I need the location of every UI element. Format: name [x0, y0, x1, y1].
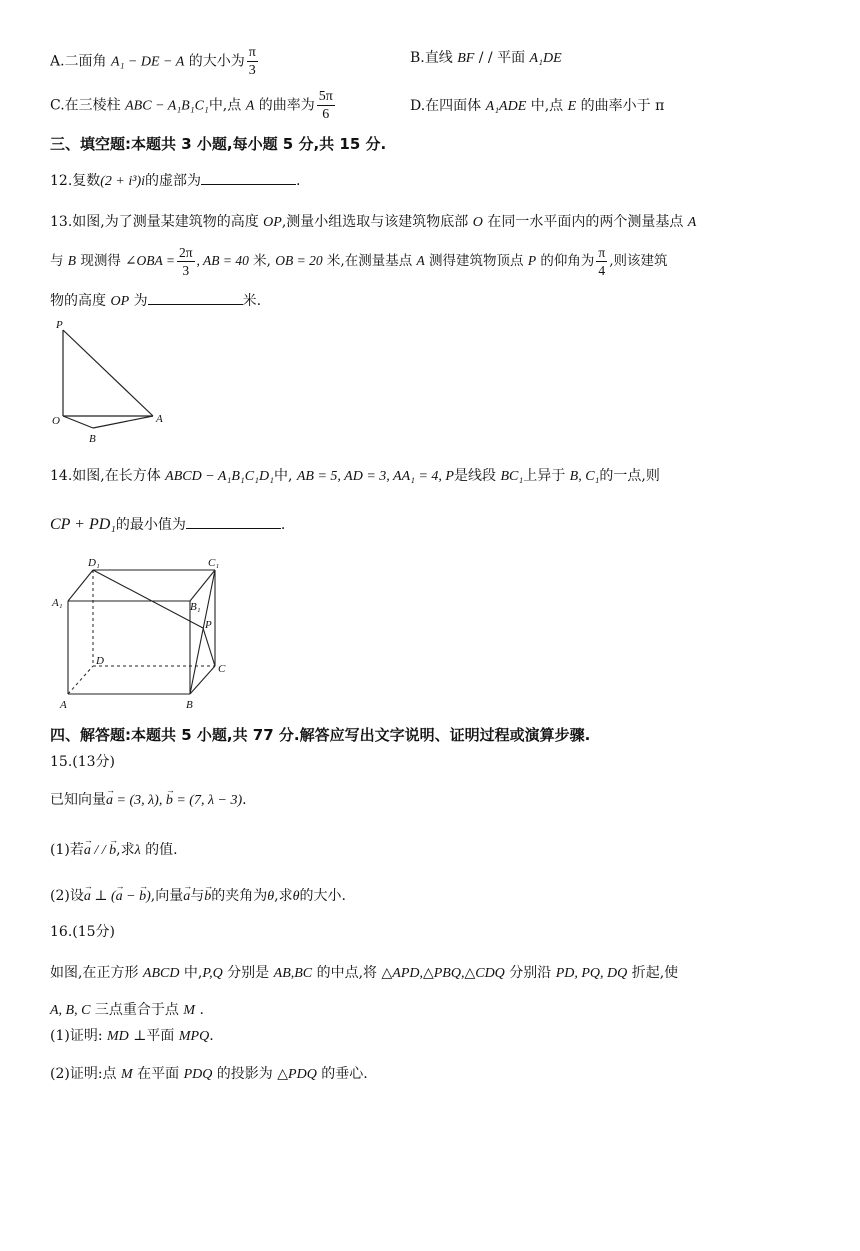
vector-a: → a: [106, 791, 113, 811]
text: 物的高度: [50, 293, 111, 309]
text: 在平面: [132, 1066, 184, 1082]
label-p: P: [56, 319, 63, 331]
text: ⊥平面: [128, 1028, 179, 1044]
q11-option-d: [410, 96, 664, 117]
vector-a: → a: [183, 887, 190, 907]
math: A₁ADE: [485, 99, 527, 114]
numerator: 2π: [178, 245, 193, 260]
q14-figure: [50, 556, 240, 716]
q11-option-a: [50, 44, 260, 79]
math: λ: [134, 843, 141, 858]
math: ): [146, 889, 151, 904]
math: B, C₁: [569, 469, 600, 484]
label-c1: C₁: [208, 557, 220, 569]
text: 中,点: [526, 98, 568, 114]
fraction: [317, 88, 335, 123]
text: 米,在测量基点: [322, 253, 417, 269]
math: OB = 20: [275, 253, 323, 268]
answer-blank: [201, 170, 296, 185]
q11-option-c: [50, 88, 337, 123]
question-15-header: 15.(13分): [50, 754, 116, 770]
question-14-line-1: [50, 466, 660, 487]
edge-pa: [63, 330, 153, 416]
text: .: [296, 173, 301, 189]
numerator: 5π: [318, 89, 333, 104]
edge-b1c1: [190, 570, 215, 601]
text: 米.: [242, 293, 262, 309]
label-c: C: [218, 663, 226, 675]
math: A, B, C: [50, 1003, 91, 1018]
math: = (3, λ),: [113, 793, 166, 808]
vector-b: → b: [166, 791, 173, 811]
label-a: A: [156, 413, 163, 425]
answer-blank: [148, 290, 243, 305]
math: B: [67, 253, 77, 268]
math: θ: [267, 889, 275, 904]
question-15-stem: [50, 790, 247, 811]
text: 中,: [273, 468, 297, 484]
text: / / 平面: [474, 50, 530, 66]
text: 的投影为: [212, 1066, 278, 1082]
edge-bc1: [190, 570, 215, 694]
question-15-part-1: [50, 840, 178, 861]
fraction: [177, 244, 195, 279]
text: (2)证明:点: [50, 1066, 121, 1082]
text: ,求: [274, 888, 293, 904]
text: 分别是: [222, 965, 274, 981]
text: 为: [129, 293, 148, 309]
denominator: 3: [182, 263, 190, 278]
text: 测得建筑物顶点: [424, 253, 528, 269]
math: P: [527, 253, 537, 268]
math: △APD,△PBQ,△CDQ: [381, 966, 505, 981]
text: (1)若: [50, 842, 84, 858]
label-d1: D₁: [88, 557, 100, 569]
text: 米,: [248, 253, 276, 269]
question-16-header: 16.(15分): [50, 924, 116, 940]
text: 13.如图,为了测量某建筑物的高度: [50, 214, 264, 230]
text: 的曲率为: [254, 97, 315, 114]
text: 的曲率小于 π: [576, 98, 665, 114]
text: 的值.: [140, 842, 178, 858]
text: C.在三棱柱: [50, 97, 126, 114]
denominator: 3: [248, 63, 256, 78]
label-d: D: [96, 655, 104, 667]
q11-option-b: [410, 48, 562, 69]
vector-a: → a: [84, 887, 91, 907]
text: 在同一水平面内的两个测量基点: [482, 214, 688, 230]
math: OP: [263, 215, 282, 230]
text: 的垂心.: [316, 1066, 368, 1082]
math: OP: [110, 294, 130, 309]
text: 折起,使: [627, 965, 679, 981]
text: 的一点,则: [599, 468, 660, 484]
text: 分别沿: [504, 965, 556, 981]
edge-ba: [93, 416, 153, 428]
question-12: [50, 170, 300, 192]
question-15-part-2: [50, 886, 346, 907]
math: (2 + i³)i: [100, 174, 146, 189]
vector-b: → b: [139, 887, 146, 907]
question-16-line-1: [50, 963, 678, 984]
math: BF: [457, 51, 475, 66]
section-3-title: 三、填空题:本题共 3 小题,每小题 5 分,共 15 分.: [50, 135, 387, 153]
question-16-part-1: [50, 1026, 214, 1047]
numerator: π: [598, 245, 606, 260]
text: 如图,在正方形: [50, 965, 143, 981]
math: ∠OBA =: [125, 253, 175, 268]
text: 的最小值为: [115, 517, 186, 533]
question-13-line-2: [50, 244, 668, 279]
segment-cp: [203, 628, 215, 666]
math: = (7, λ − 3): [172, 793, 243, 808]
text: 的大小.: [299, 888, 346, 904]
text: 的夹角为: [211, 888, 268, 904]
math: M: [121, 1067, 133, 1082]
text: .: [280, 517, 286, 533]
section-4-title: 四、解答题:本题共 5 小题,共 77 分.解答应写出文字说明、证明过程或演算步骤.: [50, 726, 591, 744]
vector-b: → b: [204, 887, 211, 907]
vector-a: → a: [116, 887, 123, 907]
text: 与: [190, 888, 205, 904]
fraction: [596, 244, 607, 279]
text: 的仰角为: [536, 253, 595, 269]
math: ABC − A₁B₁C₁: [125, 98, 209, 114]
question-13-line-3: [50, 290, 261, 312]
text: (2)设: [50, 888, 84, 904]
text: 的大小为: [184, 53, 245, 70]
answer-blank: [186, 514, 281, 529]
text: .: [195, 1002, 204, 1018]
math: A: [687, 215, 697, 230]
question-14-line-2: [50, 514, 285, 535]
math: A₁ − DE − A: [111, 54, 185, 70]
text: 是线段: [453, 468, 501, 484]
fraction: [247, 44, 258, 79]
math: M: [183, 1003, 196, 1018]
edge-ad-hidden: [68, 666, 93, 694]
vector-b: → b: [109, 841, 116, 861]
label-a: A: [60, 699, 67, 711]
text: 14.如图,在长方体: [50, 468, 166, 484]
math: O: [472, 215, 483, 230]
label-a1: A₁: [52, 597, 63, 609]
math: , AB = 40: [196, 253, 249, 268]
text: 上异于: [523, 468, 570, 484]
vector-a: → a: [84, 841, 91, 861]
math: / /: [90, 843, 110, 858]
text: 三点重合于点: [90, 1002, 184, 1018]
denominator: 6: [322, 107, 330, 122]
math: MD: [107, 1029, 129, 1044]
text: (1)证明:: [50, 1028, 107, 1044]
math: −: [122, 889, 140, 904]
text: ,求: [116, 842, 135, 858]
math: CP + PD₁: [50, 516, 116, 533]
text: B.直线: [410, 50, 458, 66]
math: △PDQ: [277, 1067, 317, 1082]
q13-figure: [48, 316, 178, 446]
text: 与: [50, 253, 68, 269]
label-o: O: [52, 415, 60, 427]
text: ,向量: [150, 888, 184, 904]
denominator: 4: [598, 263, 606, 278]
text: D.在四面体: [410, 98, 486, 114]
text: 中,点: [208, 97, 246, 114]
label-b: B: [89, 433, 96, 445]
edge-a1d1: [68, 570, 93, 601]
math: PDQ: [183, 1067, 213, 1082]
math: θ: [292, 889, 300, 904]
label-p: P: [205, 619, 212, 631]
math: AB = 5, AD = 3, AA₁ = 4, P: [296, 469, 454, 484]
text: 12.复数: [50, 173, 101, 189]
text: 已知向量: [50, 792, 106, 808]
math: A: [245, 98, 255, 114]
text: ,测量小组选取与该建筑物底部: [281, 214, 473, 230]
text: A.二面角: [50, 53, 112, 70]
text: ,则该建筑: [609, 253, 668, 269]
math: MPQ: [178, 1029, 210, 1044]
edge-ob: [63, 416, 93, 428]
text: 的虚部为: [145, 173, 202, 189]
text: 现测得: [76, 253, 126, 269]
math: AB,BC: [273, 966, 313, 981]
segment-d1p: [93, 570, 203, 628]
math: A: [416, 253, 425, 268]
math: PD, PQ, DQ: [555, 966, 628, 981]
label-b: B: [186, 699, 193, 711]
text: 的中点,将: [312, 965, 382, 981]
math: ABCD − A₁B₁C₁D₁: [165, 469, 274, 484]
math: P,Q: [202, 966, 223, 981]
text: .: [242, 792, 247, 808]
math: A₁DE: [529, 51, 562, 66]
question-13-line-1: [50, 212, 696, 233]
edge-bc: [190, 666, 215, 694]
question-16-line-2: [50, 1000, 204, 1021]
text: 中,: [179, 965, 203, 981]
math: E: [567, 99, 577, 114]
math: BC₁: [500, 469, 524, 484]
label-b1: B₁: [190, 601, 201, 613]
text: .: [209, 1028, 214, 1044]
question-16-part-2: [50, 1064, 368, 1085]
numerator: π: [248, 45, 256, 60]
math: ABCD: [142, 966, 180, 981]
math: ⊥ (: [90, 889, 116, 904]
